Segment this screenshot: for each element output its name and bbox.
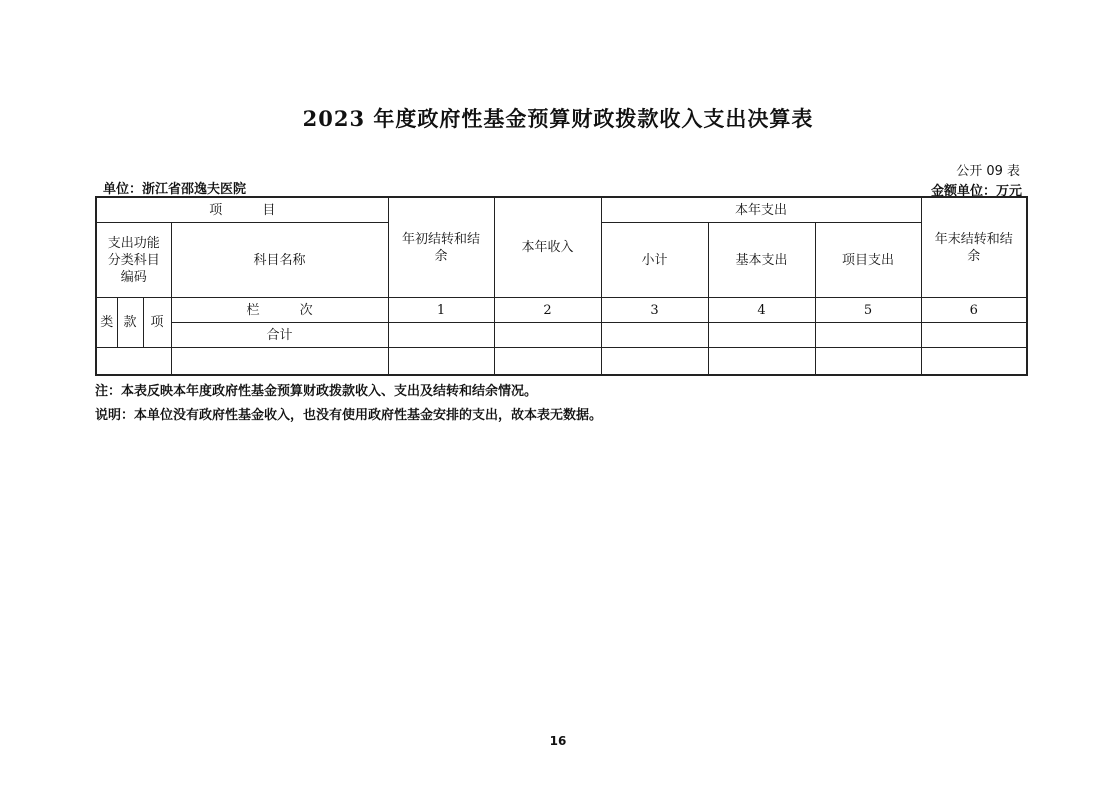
page-number: 16 xyxy=(549,734,567,748)
header-item: 项 目 xyxy=(96,197,388,223)
total-cell xyxy=(601,323,708,348)
total-cell xyxy=(921,323,1027,348)
total-row xyxy=(96,323,1027,348)
empty-cell xyxy=(171,348,388,376)
reporting-unit: 单位：浙江省邵逸夫医院 xyxy=(103,182,247,197)
amount-unit: 金额单位：万元 xyxy=(930,184,1022,199)
total-cell xyxy=(388,323,494,348)
col-number: 2 xyxy=(494,298,601,323)
form-number: 公开 09 表 xyxy=(956,164,1020,179)
header-basic: 基本支出 xyxy=(708,223,815,298)
col-number: 6 xyxy=(921,298,1027,323)
empty-cell xyxy=(96,348,171,376)
empty-cell xyxy=(388,348,494,376)
header-code: 支出功能分类科目编码 xyxy=(96,223,171,298)
code-xiang: 项 xyxy=(143,298,171,348)
header-begin-balance: 年初结转和结余 xyxy=(388,197,494,298)
col-number: 3 xyxy=(601,298,708,323)
col-number: 5 xyxy=(815,298,921,323)
header-subtotal: 小计 xyxy=(601,223,708,298)
total-cell xyxy=(494,323,601,348)
column-number-row xyxy=(96,298,1027,323)
empty-cell xyxy=(921,348,1027,376)
header-row-1 xyxy=(96,197,1027,223)
page-title: 2023 年度政府性基金预算财政拨款收入支出决算表 xyxy=(302,106,814,131)
header-project: 项目支出 xyxy=(815,223,921,298)
header-income: 本年收入 xyxy=(494,197,601,298)
header-subject: 科目名称 xyxy=(171,223,388,298)
header-expense-group: 本年支出 xyxy=(601,197,921,223)
budget-table xyxy=(95,196,1028,376)
code-kuan: 款 xyxy=(117,298,143,348)
total-cell xyxy=(708,323,815,348)
empty-row xyxy=(96,348,1027,376)
total-label: 合计 xyxy=(171,323,388,348)
column-label: 栏 次 xyxy=(171,298,388,323)
empty-cell xyxy=(601,348,708,376)
col-number: 1 xyxy=(388,298,494,323)
total-cell xyxy=(815,323,921,348)
header-end-balance: 年末结转和结余 xyxy=(921,197,1027,298)
col-number: 4 xyxy=(708,298,815,323)
empty-cell xyxy=(494,348,601,376)
empty-cell xyxy=(708,348,815,376)
empty-cell xyxy=(815,348,921,376)
code-lei: 类 xyxy=(96,298,117,348)
table-explanation: 说明：本单位没有政府性基金收入，也没有使用政府性基金安排的支出，故本表无数据。 xyxy=(95,408,603,423)
table-note: 注：本表反映本年度政府性基金预算财政拨款收入、支出及结转和结余情况。 xyxy=(95,384,538,399)
